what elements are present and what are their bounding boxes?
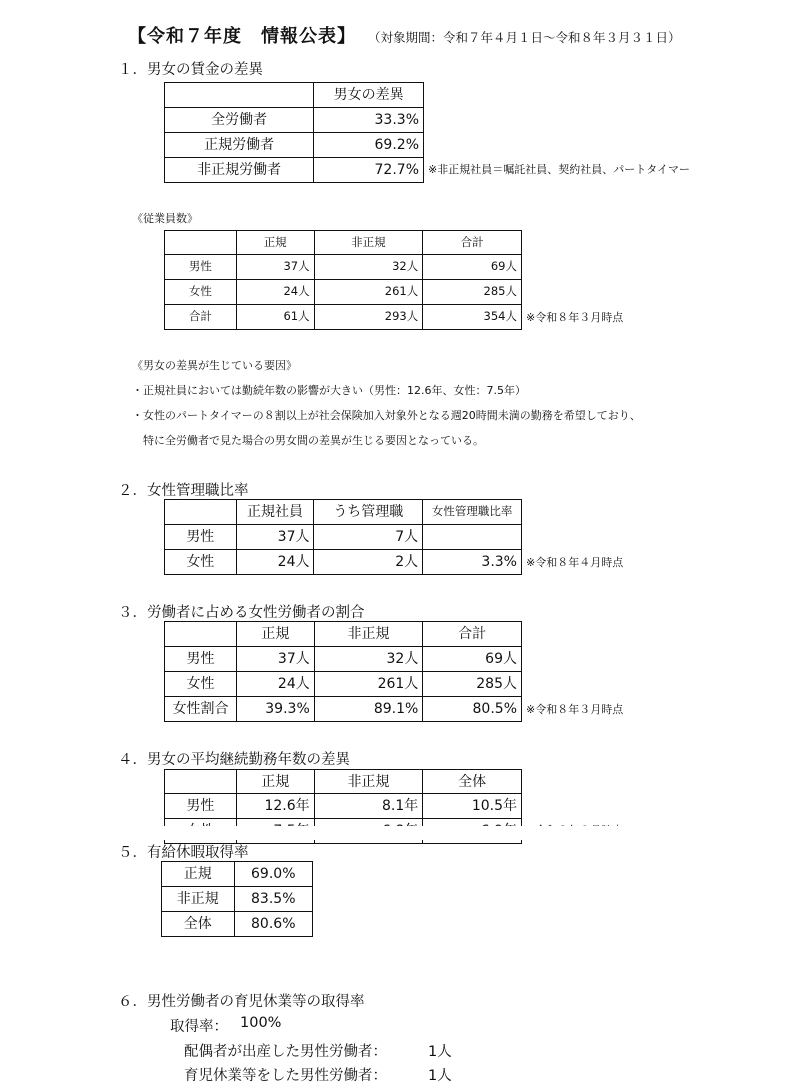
female-ratio-corner (165, 622, 237, 647)
spouse-birth-value: 1人 (428, 1044, 452, 1060)
childcare-leave-label: 育児休業等をした男性労働者： (184, 1068, 387, 1084)
employee-count-corner (165, 231, 237, 255)
wage-gap-value: 69.2% (314, 133, 424, 158)
paid-leave-table (161, 861, 313, 937)
factors-line-1: ・正規社員においては勤続年数の影響が大きい（男性：12.6年、女性：7.5年） (132, 384, 526, 397)
section-4-heading: ４．男女の平均継続勤務年数の差異 (118, 752, 350, 768)
tenure-gap-cell: 8.1年 (314, 794, 423, 819)
wage-gap-row-label: 非正規労働者 (165, 158, 314, 183)
wage-gap-table (164, 82, 424, 183)
female-manager-cell: 7人 (314, 525, 423, 550)
wage-gap-note: ※非正規社員＝嘱託社員、契約社員、パートタイマー (428, 163, 690, 176)
female-manager-cell: 24人 (236, 550, 314, 575)
factors-heading: 《男女の差異が生じている要因》 (132, 359, 297, 372)
female-ratio-note: ※令和８年３月時点 (526, 703, 624, 716)
tenure-gap-cell: 10.5年 (423, 794, 522, 819)
paid-leave-value: 69.0% (234, 862, 312, 887)
female-ratio-cell: 80.5% (423, 697, 522, 722)
female-ratio-cell: 89.1% (314, 697, 423, 722)
female-ratio-table (164, 621, 522, 722)
employee-count-row-label: 男性 (165, 255, 237, 280)
section-5-heading: ５．有給休暇取得率 (118, 845, 249, 861)
employee-count-cell: 61人 (236, 305, 314, 330)
wage-gap-row-label: 正規労働者 (165, 133, 314, 158)
section-1-heading: １．男女の賃金の差異 (118, 62, 263, 78)
employee-count-cell: 69人 (423, 255, 522, 280)
employee-count-note: ※令和８年３月時点 (526, 311, 624, 324)
employee-count-cell: 32人 (314, 255, 423, 280)
employee-count-table (164, 230, 522, 330)
wage-gap-row-label: 全労働者 (165, 108, 314, 133)
female-manager-cell (423, 525, 522, 550)
female-ratio-cell: 285人 (423, 672, 522, 697)
employee-count-cell: 285人 (423, 280, 522, 305)
female-ratio-row-label: 女性 (165, 672, 237, 697)
tenure-gap-row-label: 男性 (165, 794, 237, 819)
employee-count-col-header: 合計 (423, 231, 522, 255)
wage-gap-value: 72.7% (314, 158, 424, 183)
section-2-heading: ２．女性管理職比率 (118, 483, 249, 499)
wage-gap-col-header: 男女の差異 (314, 83, 424, 108)
female-manager-table (164, 499, 522, 575)
employee-count-cell: 24人 (236, 280, 314, 305)
female-manager-col-header: 正規社員 (236, 500, 314, 525)
paid-leave-row-label: 正規 (162, 862, 235, 887)
tenure-gap-cell: 12.6年 (236, 794, 314, 819)
female-ratio-col-header: 合計 (423, 622, 522, 647)
female-ratio-cell: 24人 (236, 672, 314, 697)
employee-count-cell: 354人 (423, 305, 522, 330)
page-title: 【令和７年度 情報公表】 (128, 26, 356, 47)
tenure-gap-corner (165, 770, 237, 794)
section-3-heading: ３．労働者に占める女性労働者の割合 (118, 605, 365, 621)
factors-line-2: ・女性のパートタイマーの８割以上が社会保険加入対象外となる週20時間未満の勤務を希望しており、 (132, 409, 641, 422)
target-period: （対象期間：令和７年４月１日〜令和８年３月３１日） (368, 30, 681, 45)
paid-leave-row-label: 非正規 (162, 887, 235, 912)
female-ratio-cell: 32人 (314, 647, 423, 672)
female-manager-col-header: 女性管理職比率 (423, 500, 522, 525)
spouse-birth-label: 配偶者が出産した男性労働者： (184, 1044, 387, 1060)
childcare-rate-value: 100% (240, 1015, 282, 1031)
female-ratio-cell: 39.3% (236, 697, 314, 722)
factors-line-3: 特に全労働者で見た場合の男女間の差異が生じる要因となっている。 (143, 434, 484, 447)
employee-count-col-header: 正規 (236, 231, 314, 255)
female-manager-col-header: うち管理職 (314, 500, 423, 525)
employee-count-heading: 《従業員数》 (132, 212, 198, 225)
tenure-gap-col-header: 非正規 (314, 770, 423, 794)
childcare-rate-label: 取得率： (170, 1019, 228, 1035)
female-manager-cell: 37人 (236, 525, 314, 550)
wage-gap-corner (165, 83, 314, 108)
tenure-gap-col-header: 正規 (236, 770, 314, 794)
female-ratio-row-label: 女性割合 (165, 697, 237, 722)
page-cut-mask (160, 826, 630, 840)
employee-count-row-label: 女性 (165, 280, 237, 305)
female-ratio-col-header: 非正規 (314, 622, 423, 647)
paid-leave-value: 83.5% (234, 887, 312, 912)
employee-count-col-header: 非正規 (314, 231, 423, 255)
female-ratio-cell: 69人 (423, 647, 522, 672)
female-ratio-cell: 261人 (314, 672, 423, 697)
childcare-leave-value: 1人 (428, 1068, 452, 1084)
employee-count-cell: 293人 (314, 305, 423, 330)
female-manager-cell: 2人 (314, 550, 423, 575)
female-ratio-cell: 37人 (236, 647, 314, 672)
employee-count-cell: 261人 (314, 280, 423, 305)
female-manager-note: ※令和８年４月時点 (526, 556, 624, 569)
female-ratio-col-header: 正規 (236, 622, 314, 647)
employee-count-cell: 37人 (236, 255, 314, 280)
wage-gap-value: 33.3% (314, 108, 424, 133)
paid-leave-row-label: 全体 (162, 912, 235, 937)
female-manager-row-label: 女性 (165, 550, 237, 575)
paid-leave-value: 80.6% (234, 912, 312, 937)
female-manager-corner (165, 500, 237, 525)
female-manager-row-label: 男性 (165, 525, 237, 550)
female-manager-cell: 3.3% (423, 550, 522, 575)
tenure-gap-col-header: 全体 (423, 770, 522, 794)
employee-count-row-label: 合計 (165, 305, 237, 330)
female-ratio-row-label: 男性 (165, 647, 237, 672)
section-6-heading: ６．男性労働者の育児休業等の取得率 (118, 994, 365, 1010)
